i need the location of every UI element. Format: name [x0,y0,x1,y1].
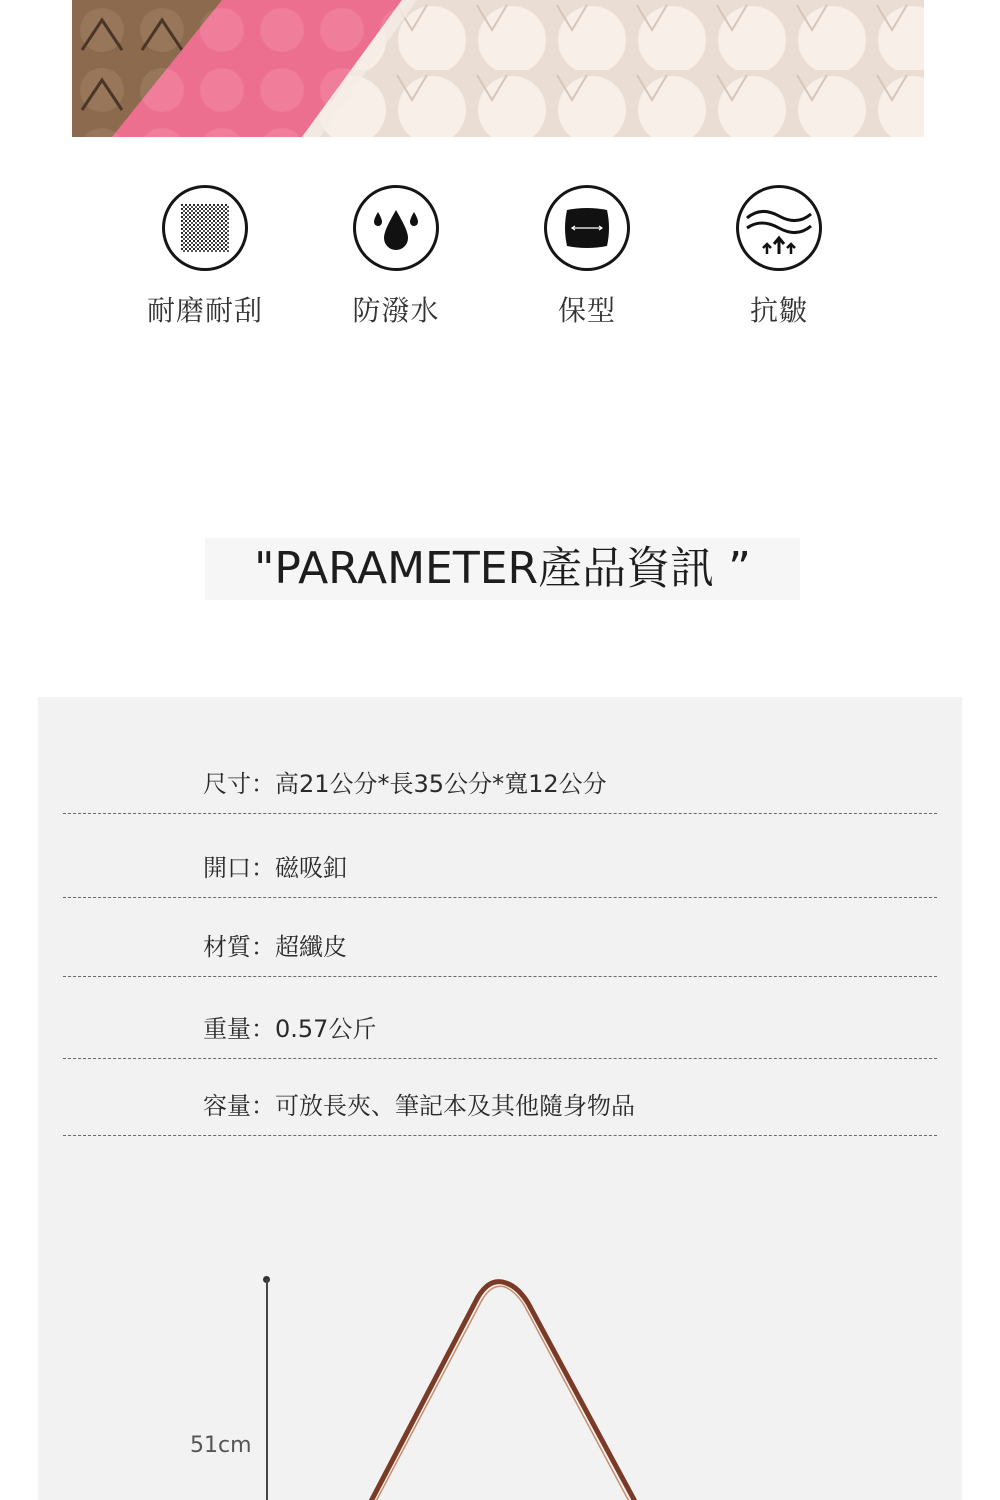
feature-label: 保型 [557,294,616,327]
param-text: 開口：磁吸釦 [203,854,347,882]
feature-wrinkle [684,185,874,335]
param-text: 材質：超纖皮 [203,933,347,961]
param-row-weight [63,997,937,1059]
param-text: 容量：可放長夾、筆記本及其他隨身物品 [203,1092,635,1120]
feature-shape [492,185,682,335]
feature-abrasion [110,185,300,335]
bag-strap-illustration [338,1267,698,1500]
feature-label: 耐磨耐刮 [146,294,263,327]
section-title: "PARAMETER產品資訊 ” [205,538,800,600]
shape-hold-icon [544,185,630,271]
anti-wrinkle-icon [736,185,822,271]
strap-length-label: 51cm [190,1433,252,1458]
measure-line [266,1279,268,1500]
param-text: 重量：0.57公斤 [203,1015,377,1043]
feature-label: 抗皺 [749,294,808,327]
grid-fabric-icon [162,185,248,271]
feature-waterproof [301,185,491,335]
material-swatch-banner [72,0,924,137]
param-row-material [63,917,937,977]
param-row-opening [63,837,937,898]
param-row-size [63,757,937,814]
param-row-capacity [63,1077,937,1136]
param-text: 尺寸：高21公分*長35公分*寬12公分 [203,770,607,798]
water-drops-icon [353,185,439,271]
feature-label: 防潑水 [352,294,440,327]
parameter-panel [38,697,962,1500]
feature-list [110,185,890,335]
